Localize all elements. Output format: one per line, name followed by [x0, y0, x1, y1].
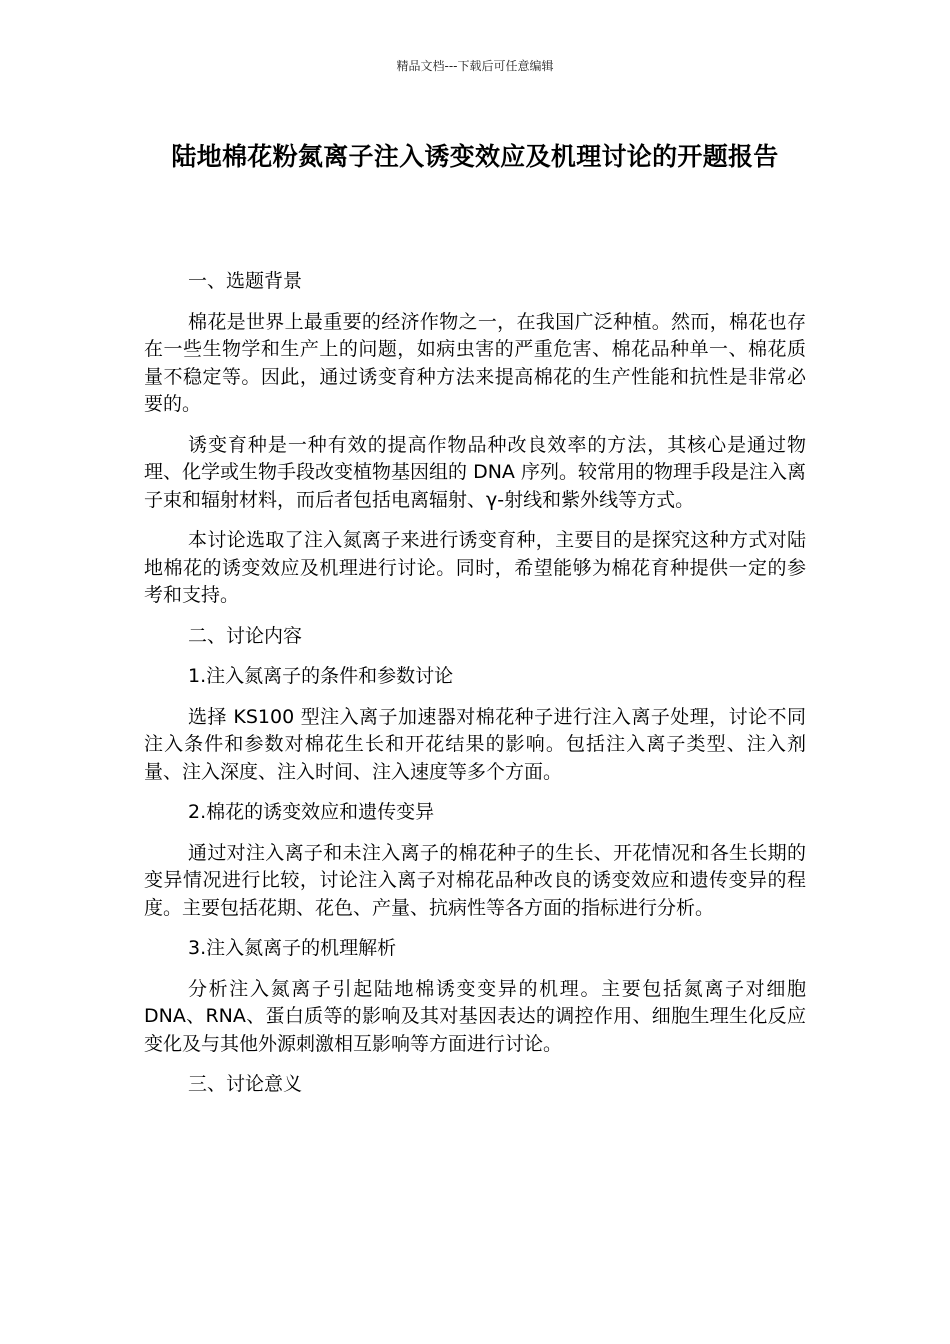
paragraph: 分析注入氮离子引起陆地棉诱变变异的机理。主要包括氮离子对细胞 DNA、RNA、蛋白质等的影响及其对基因表达的调控作用、细胞生理生化反应变化及与其他外源刺激相互影响等方面进行讨论。: [144, 977, 806, 1055]
paragraph: 通过对注入离子和未注入离子的棉花种子的生长、开花情况和各生长期的变异情况进行比较，讨论注入离子对棉花品种改良的诱变效应和遗传变异的程度。主要包括花期、花色、产量、抗病性等各方面的指标进行分析。: [144, 841, 806, 919]
document-body: [144, 268, 806, 1099]
subsection-heading: 1.注入氮离子的条件和参数讨论: [188, 665, 454, 687]
subsection-heading: 3.注入氮离子的机理解析: [188, 937, 397, 959]
section-heading-content: 二、讨论内容: [188, 624, 303, 647]
page-header: 精品文档---下载后可任意编辑: [396, 59, 554, 73]
paragraph: 选择 KS100 型注入离子加速器对棉花种子进行注入离子处理，讨论不同注入条件和参数对棉花生长和开花结果的影响。包括注入离子类型、注入剂量、注入深度、注入时间、注入速度等多个方面。: [144, 705, 806, 783]
paragraph: 本讨论选取了注入氮离子来进行诱变育种，主要目的是探究这种方式对陆地棉花的诱变效应及机理进行讨论。同时，希望能够为棉花育种提供一定的参考和支持。: [144, 529, 806, 606]
document-title: 陆地棉花粉氮离子注入诱变效应及机理讨论的开题报告: [171, 142, 779, 171]
paragraph: 棉花是世界上最重要的经济作物之一，在我国广泛种植。然而，棉花也存在一些生物学和生产上的问题，如病虫害的严重危害、棉花品种单一、棉花质量不稳定等。因此，通过诱变育种方法来提高棉花的生产性能和抗性是非常必要的。: [144, 310, 806, 415]
section-heading-significance: 三、讨论意义: [188, 1073, 303, 1095]
subsection-heading: 2.棉花的诱变效应和遗传变异: [188, 801, 435, 823]
section-heading-background: 一、选题背景: [188, 270, 303, 292]
paragraph: 诱变育种是一种有效的提高作物品种改良效率的方法，其核心是通过物理、化学或生物手段改变植物基因组的 DNA 序列。较常用的物理手段是注入离子束和辐射材料，而后者包括电离辐射、γ-射线和紫外线等方式。: [144, 433, 807, 511]
